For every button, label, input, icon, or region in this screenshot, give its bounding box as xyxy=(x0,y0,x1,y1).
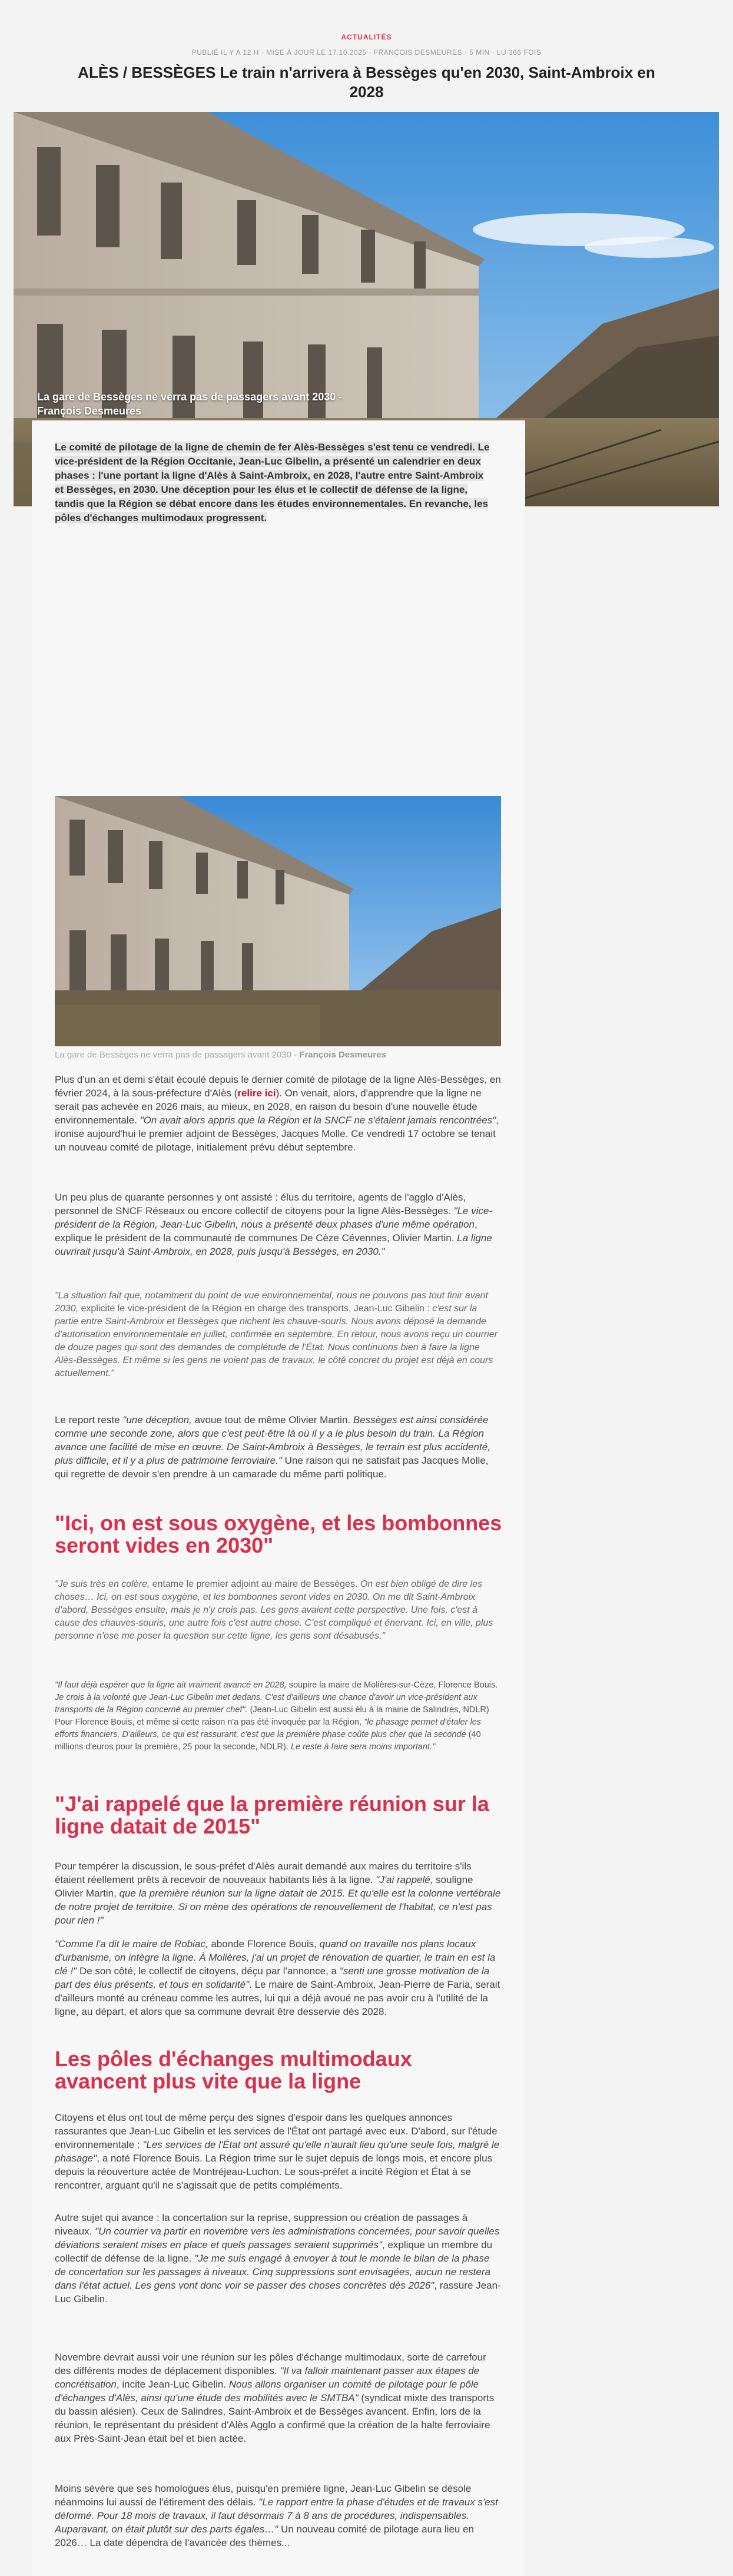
article-photo xyxy=(55,796,501,1046)
paragraph: Pour tempérer la discussion, le sous-préfet d'Alès aurait demandé aux maires du territoire s'ils étaient réellement prêts à recevoir de nouveaux habitants liés à la ligne. "J'ai rappelé, souligne Olivier Martin, que la première réunion sur la ligne datait de 2015. Et qu'elle est la colonne vertébrale de notre projet de territoire. Si on mène des opérations de renouvellement de l'habitat, ce n'est pas pour rien !" xyxy=(55,1861,501,1926)
paragraph: Moins sévère que ses homologues élus, puisqu'en première ligne, Jean-Luc Gibelin se désole néanmoins lui aussi de l'étirement des délais. "Le rapport entre la phase d'études et de travaux s'est déformé. Pour 18 mois de travaux, il faut désormais 7 à 8 ans de procédures, indispensables. Auparavant, on était plutôt sur des parts égales…" Un nouveau comité de pilotage aura lieu en 2026… La date dépendra de l'avancée des thèmes... xyxy=(55,2483,498,2548)
photo-caption: La gare de Bessèges ne verra pas de passagers avant 2030 - François Desmeures xyxy=(55,1050,386,1060)
lead-text: Le comité de pilotage de la ligne de chemin de fer Alès-Bessèges s'est tenu ce vendredi. Le vice-président de la Région Occitanie, Jean-Luc Gibelin, a présenté un calendrier en deux phases : l'une portant la ligne d'Alès à Saint-Ambroix, en 2028, l'autre entre Saint-Ambroix et Bessèges, en 2030. Une déception pour les élus et le collectif de défense de la ligne, tandis que la Région se débat encore dans les études environnementales. En revanche, les pôles d'échanges multimodaux progressent. xyxy=(55,442,490,523)
hero-caption: La gare de Bessèges ne verra pas de passagers avant 2030 - François Desmeures xyxy=(37,391,343,417)
article-meta: PUBLIÉ IL Y A 12 H · MISE À JOUR LE 17.10.2025 · FRANÇOIS DESMEURES · 5 MIN · LU 366 FOIS xyxy=(191,48,542,57)
section-label[interactable]: ACTUALITÉS xyxy=(341,33,392,41)
paragraph: Citoyens et élus ont tout de même perçu des signes d'espoir dans les quelques annonces rassurantes que Jean-Luc Gibelin et les services de l'État ont partagé avec eux. D'abord, sur l'étude environnementale : "Les services de l'État ont assuré qu'elle n'aurait lieu qu'une seule fois, malgré le phasage", a noté Florence Bouis. La Région trime sur le sujet depuis de longs mois, et encore plus depuis la réouverture actée de Montréjeau-Luchon. Le sous-préfet a incité Région et État à se rencontrer, arguant qu'il ne s'agissait que de petits compléments. xyxy=(55,2112,500,2191)
paragraph: Novembre devrait aussi voir une réunion sur les pôles d'échange multimodaux, sorte de carrefour des différents modes de déplacement disponibles. "Il va falloir maintenant passer aux étapes de concrétisation, incite Jean-Luc Gibelin. Nous allons organiser un comité de pilotage pour le pôle d'échanges d'Alès, ainsi qu'une étude des mobilités avec le SMTBA" (syndicat mixte des transports du bassin alésien). Ceux de Salindres, Saint-Ambroix et de Bessèges avancent. Enfin, lors de la réunion, le représentant du président d'Alès Agglo a confirmé que la création de la halte ferroviaire aux Près-Saint-Jean était bel et bien actée. xyxy=(55,2352,495,2444)
article-lead xyxy=(55,440,493,525)
paragraph: Autre sujet qui avance : la concertation sur la reprise, suppression ou création de passages à niveaux. "Un courrier va partir en novembre vers les administrations concernées, pour savoir quelles déviations seraient mises en place et quels passages seraient supprimés", explique un membre du collectif de défense de la ligne. "Je me suis engagé à envoyer à tout le monde le bilan de la phase de concertation sur les passages à niveaux. Cinq suppressions sont envisagées, aucun ne restera dans l'état actuel. Les gens vont donc voir se passer des choses concrètes dès 2026", rassure Jean-Luc Gibelin. xyxy=(55,2212,501,2305)
paragraph: Le report reste "une déception, avoue tout de même Olivier Martin. Bessèges est ainsi considérée comme une seconde zone, alors que c'est peut-être là où il y a le plus besoin du train. La Région avance une facilité de mise en œuvre. De Saint-Ambroix à Bessèges, le terrain est plus accidenté, plus difficile, et il y a plus de patrimoine ferroviaire." Une raison qui ne satisfait pas Jacques Molle, qui regrette de devoir s'en prendre à un camarade du même parti politique. xyxy=(55,1414,490,1480)
section-heading: "J'ai rappelé que la première réunion sur la ligne datait de 2015" xyxy=(55,1792,489,1838)
station-photo-small xyxy=(55,796,501,1046)
page-title: ALÈS / BESSÈGES Le train n'arrivera à Bessèges qu'en 2030, Saint-Ambroix en 2028 xyxy=(78,64,655,101)
paragraph: Un peu plus de quarante personnes y ont assisté : élus du territoire, agents de l'agglo d'Alès, personnel de SNCF Réseaux ou encore collectif de citoyens pour la ligne Alès-Bessèges. "Le vice-président de la Région, Jean-Luc Gibelin, nous a présenté deux phases d'une même opération, explique le président de la communauté de communes De Cèze Cévennes, Olivier Martin. La ligne ouvrirait jusqu'à Saint-Ambroix, en 2028, puis jusqu'à Bessèges, en 2030." xyxy=(55,1192,493,1257)
paragraph: "Je suis très en colère, entame le premier adjoint au maire de Bessèges. On est bien obligé de dire les choses… Ici, on est sous oxygène, et les bombonnes seront vides en 2030. On me dit Saint-Ambroix d'abord, Bessèges ensuite, mais je n'y crois pas. Les gens avaient cette perspective. Une fois, c'est à cause des chauves-souris, une autre fois c'est autre chose. C'est compliqué et énervant. Ici, en ville, plus personne n'ose me poser la question sur cette ligne, les gens sont désabusés." xyxy=(55,1579,493,1641)
paragraph: "La situation fait que, notamment du point de vue environnemental, nous ne pouvons pas tout finir avant 2030, explicite le vice-président de la Région en charge des transports, Jean-Luc Gibelin : c'est sur la partie entre Saint-Ambroix et Bessèges que nichent les chauve-souris. Nous avons déposé la demande d'autorisation environnementale en juillet, confirmée en septembre. En retour, nous avons reçu un courrier de douze pages qui sont des demandes de complétude de l'État. Nous continuons bien à faire la ligne Alès-Bessèges. Et même si les gens ne voient pas de travaux, le côté concret du projet est déjà en cours actuellement." xyxy=(55,1291,497,1378)
section-heading: Les pôles d'échanges multimodaux avancent plus vite que la ligne xyxy=(55,2047,412,2093)
relire-link[interactable]: relire ici xyxy=(237,1088,276,1099)
paragraph: "Il faut déjà espérer que la ligne ait vraiment avancé en 2028, soupire la maire de Molières-sur-Cèze, Florence Bouis. Je crois à la volonté que Jean-Luc Gibelin met dedans. C'est d'ailleurs une chance d'avoir un vice-président aux transports de la Région concerné au premier chef". (Jean-Luc Gibelin est aussi élu à la mairie de Salindres, NDLR) Pour Florence Bouis, et même si cette raison n'a pas été invoquée par la Région, "le phasage permet d'étaler les efforts financiers. D'ailleurs, ce qui est rassurant, c'est que la première phase coûte plus cher que la seconde (40 millions d'euros pour la première, 25 pour la seconde, NDLR). Le reste à faire sera moins important." xyxy=(55,1680,498,1752)
paragraph: "Comme l'a dit le maire de Robiac, abonde Florence Bouis, quand on travaille nos plans locaux d'urbanisme, on intègre la ligne. À Molières, j'ai un projet de rénovation de quartier, le train en est la clé !" De son côté, le collectif de citoyens, déçu par l'annonce, a "senti une grosse motivation de la part des élus présents, et tous en solidarité". Le maire de Saint-Ambroix, Jean-Pierre de Faria, serait d'ailleurs monté au créneau comme les autres, lui qui a déjà avoué ne pas avoir cru à l'utilité de la ligne, au départ, et alors que sa commune devrait être desservie dès 2028. xyxy=(55,1938,500,2017)
paragraph: Plus d'un an et demi s'était écoulé depuis le dernier comité de pilotage de la ligne Alès-Bessèges, en février 2024, à la sous-préfecture d'Alès (relire ici). On venait, alors, d'apprendre que la ligne ne serait pas achevée en 2026 mais, au mieux, en 2028, en raison du besoin d'une nouvelle étude environnementale. "On avait alors appris que la Région et la SNCF ne s'étaient jamais rencontrées", ironise aujourd'hui le premier adjoint de Bessèges, Jacques Molle. Ce vendredi 17 octobre se tenait un nouveau comité de pilotage, initialement prévu début septembre. xyxy=(55,1074,501,1153)
section-heading: "Ici, on est sous oxygène, et les bombonnes seront vides en 2030" xyxy=(55,1511,502,1557)
